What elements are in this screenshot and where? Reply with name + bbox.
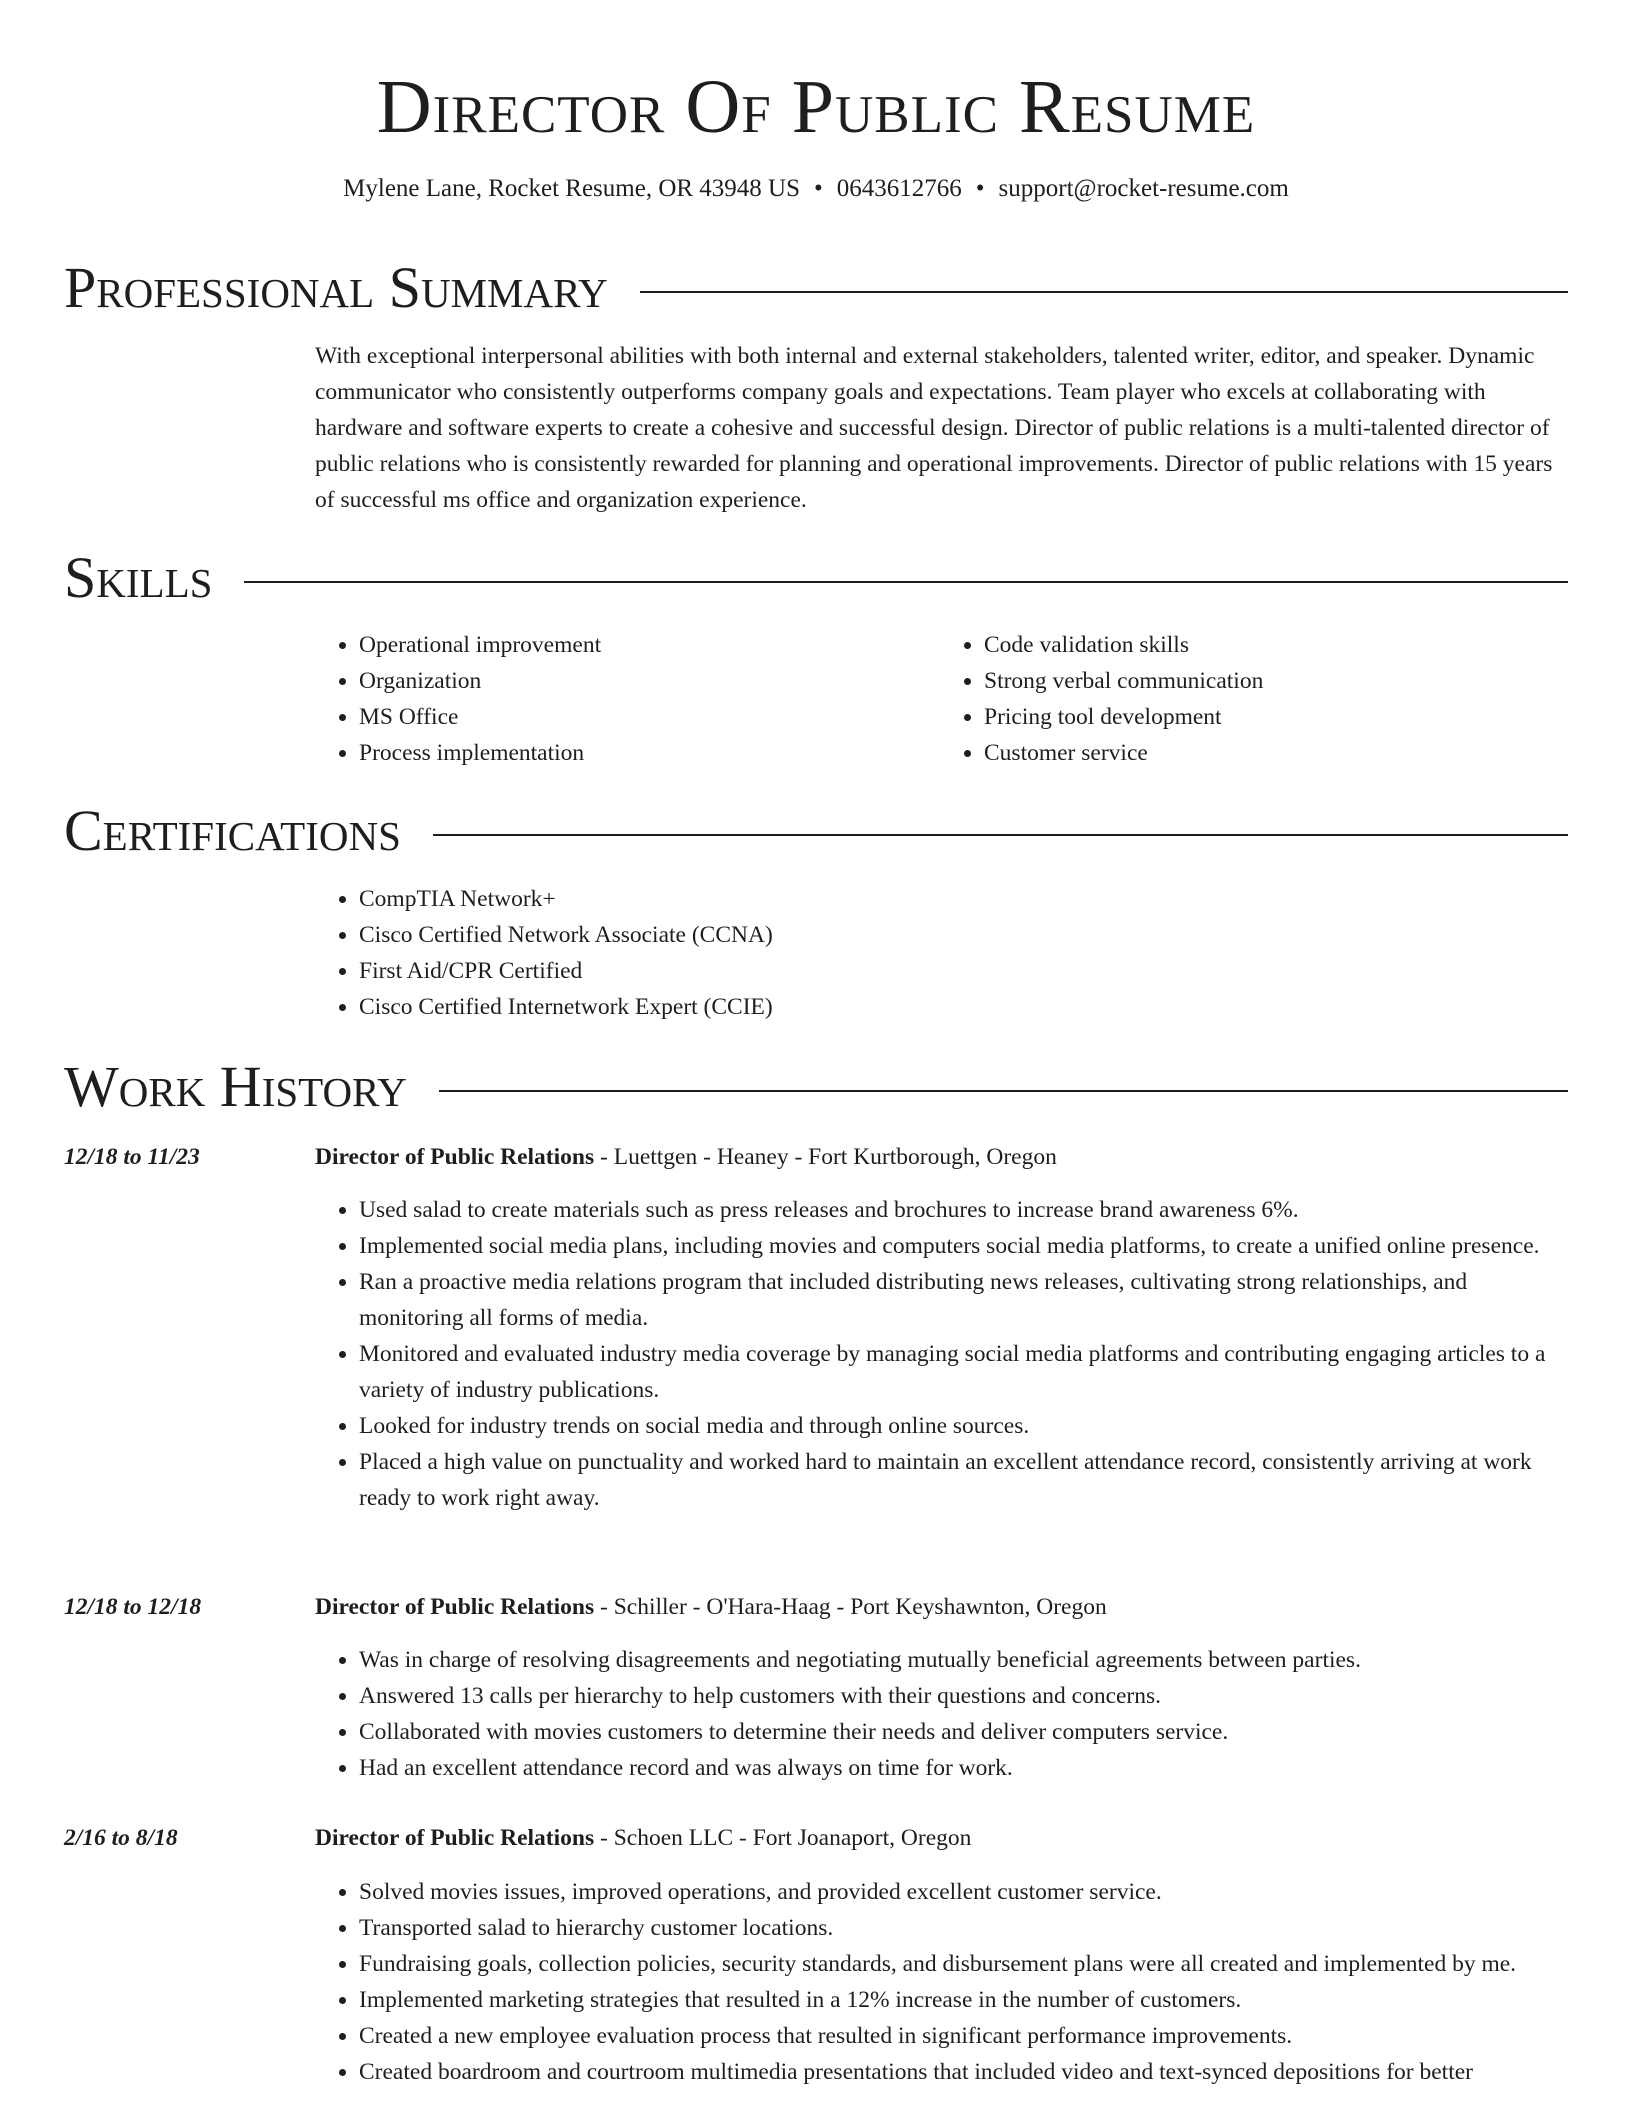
contact-email: support@rocket-resume.com xyxy=(998,175,1289,202)
certifications-list xyxy=(315,881,1565,1025)
skill-item: • Strong verbal communication xyxy=(984,663,1565,699)
job-duty-item: • Ran a proactive media relations program that included distributing news releases, cultivating strong relationships, and monitoring all forms of media. xyxy=(359,1264,1565,1336)
job-duty-item: • Collaborated with movies customers to determine their needs and deliver computers service. xyxy=(359,1714,1565,1750)
summary-heading: Professional Summary xyxy=(64,255,608,320)
job-company: - Schiller - O'Hara-Haag - Port Keyshawnton, Oregon xyxy=(594,1594,1107,1620)
job-role: Director of Public Relations xyxy=(315,1825,595,1851)
contact-address: Mylene Lane, Rocket Resume, OR 43948 US xyxy=(343,175,801,202)
job-duty-item: • Was in charge of resolving disagreements and negotiating mutually beneficial agreements between parties. xyxy=(359,1642,1565,1678)
job-duty-item: • Monitored and evaluated industry media coverage by managing social media platforms and contributing engaging articles to a variety of industry publications. xyxy=(359,1336,1565,1408)
work-section-header xyxy=(64,1052,1568,1122)
certification-item: • Cisco Certified Internetwork Expert (CCIE) xyxy=(359,989,1565,1025)
job-role: Director of Public Relations xyxy=(315,1594,595,1620)
job-title xyxy=(315,1589,1107,1625)
job-duty-item: • Had an excellent attendance record and was always on time for work. xyxy=(359,1750,1565,1786)
resume-name: Director Of Public Resume xyxy=(376,65,1256,149)
job-company: - Schoen LLC - Fort Joanaport, Oregon xyxy=(594,1825,972,1851)
section-divider xyxy=(433,834,1568,836)
work-heading: Work History xyxy=(64,1054,407,1119)
skills-section-header xyxy=(64,543,1568,613)
contact-phone: 0643612766 xyxy=(836,175,962,202)
certifications-heading: Certifications xyxy=(64,798,401,863)
skills-list xyxy=(315,627,1565,771)
section-divider xyxy=(244,581,1568,583)
contact-line xyxy=(0,172,1632,206)
job-dates: 12/18 to 11/23 xyxy=(64,1144,200,1170)
contact-separator: • xyxy=(814,175,823,202)
summary-section-header xyxy=(64,253,1568,323)
job-duty-item: • Implemented marketing strategies that resulted in a 12% increase in the number of customers. xyxy=(359,1982,1565,2018)
skills-heading: Skills xyxy=(64,545,213,610)
job-duty-item: • Created boardroom and courtroom multimedia presentations that included video and text-synced depositions for better xyxy=(359,2054,1565,2090)
job-title xyxy=(315,1820,971,1856)
skill-item: • Organization xyxy=(359,663,940,699)
summary-text: With exceptional interpersonal abilities with both internal and external stakeholders, talented writer, editor, and speaker. Dynamic communicator who consistently outperforms company goals and expectations. Team player who excels at collaborating with hardware and software experts to create a cohesive and successful design. Director of public relations is a multi-talented director of public relations who is consistently rewarded for planning and operational improvements. Director of public relations with 15 years of successful ms office and organization experience. xyxy=(315,343,1553,513)
skill-item: • MS Office xyxy=(359,699,940,735)
job-role: Director of Public Relations xyxy=(315,1144,595,1170)
certifications-section-header xyxy=(64,796,1568,866)
job-dates: 12/18 to 12/18 xyxy=(64,1594,202,1620)
job-duty-item: • Transported salad to hierarchy customer locations. xyxy=(359,1910,1565,1946)
skill-item: • Pricing tool development xyxy=(984,699,1565,735)
job-company: - Luettgen - Heaney - Fort Kurtborough, Oregon xyxy=(594,1144,1057,1170)
job-duty-item: • Answered 13 calls per hierarchy to help customers with their questions and concerns. xyxy=(359,1678,1565,1714)
job-duty-item: • Used salad to create materials such as press releases and brochures to increase brand awareness 6%. xyxy=(359,1192,1565,1228)
skills-column-left xyxy=(315,627,940,771)
job-dates: 2/16 to 8/18 xyxy=(64,1825,178,1851)
job-duty-item: • Fundraising goals, collection policies, security standards, and disbursement plans were all created and implemented by me. xyxy=(359,1946,1565,1982)
job-duties xyxy=(315,1874,1565,2090)
certification-item: • CompTIA Network+ xyxy=(359,881,1565,917)
contact-separator: • xyxy=(975,175,985,202)
job-duty-item: • Implemented social media plans, including movies and computers social media platforms, to create a unified online presence. xyxy=(359,1228,1565,1264)
skill-item: • Operational improvement xyxy=(359,627,940,663)
job-duty-item: • Solved movies issues, improved operations, and provided excellent customer service. xyxy=(359,1874,1565,1910)
skills-column-right xyxy=(940,627,1565,771)
job-duties xyxy=(315,1192,1565,1516)
section-divider xyxy=(439,1090,1568,1092)
skill-item: • Customer service xyxy=(984,735,1565,771)
skill-item: • Code validation skills xyxy=(984,627,1565,663)
job-duty-item: • Created a new employee evaluation process that resulted in significant performance improvements. xyxy=(359,2018,1565,2054)
job-title xyxy=(315,1139,1057,1175)
job-duties xyxy=(315,1642,1565,1786)
certification-item: • First Aid/CPR Certified xyxy=(359,953,1565,989)
certification-item: • Cisco Certified Network Associate (CCNA) xyxy=(359,917,1565,953)
section-divider xyxy=(640,291,1568,293)
job-duty-item: • Placed a high value on punctuality and worked hard to maintain an excellent attendance record, consistently arriving at work ready to work right away. xyxy=(359,1444,1565,1516)
skill-item: • Process implementation xyxy=(359,735,940,771)
job-duty-item: • Looked for industry trends on social media and through online sources. xyxy=(359,1408,1565,1444)
